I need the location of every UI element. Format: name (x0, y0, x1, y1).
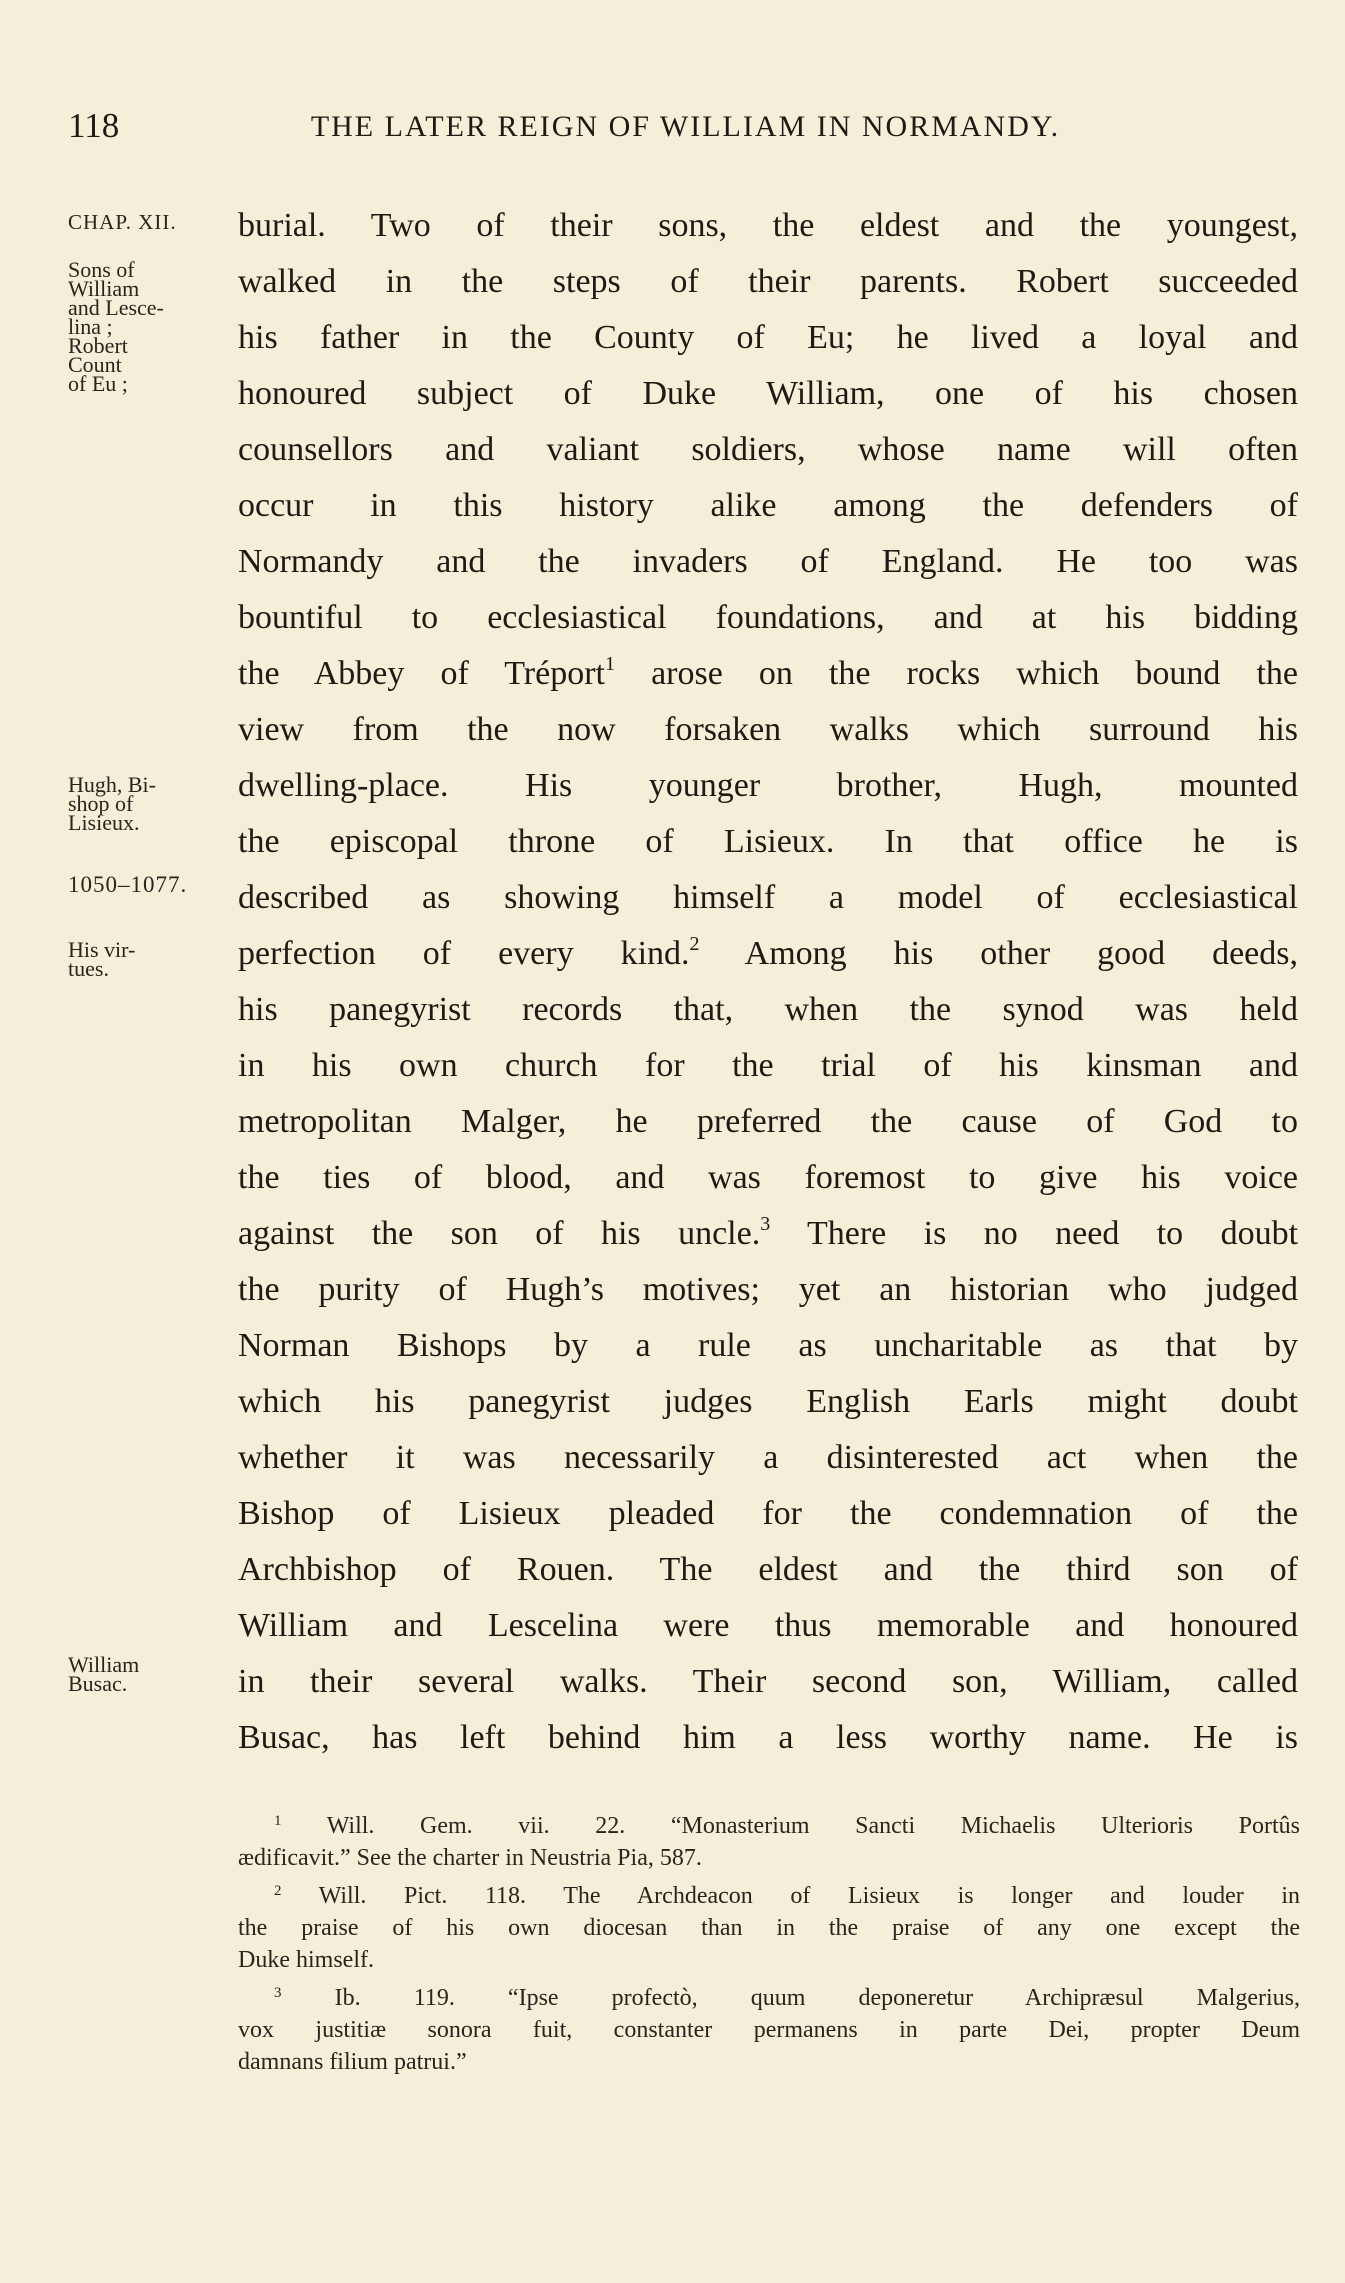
footnote-line (238, 1810, 1300, 1842)
text-fragment: arose on the rocks which bound the (651, 655, 1299, 692)
text-line (238, 1206, 1298, 1262)
text-line: honoured subject of Duke William, one of his chosen (238, 375, 1298, 412)
text-line: view from the now forsaken walks which surround his (238, 711, 1298, 748)
text-line: the ties of blood, and was foremost to give his voice (238, 1159, 1298, 1196)
text-line: his panegyrist records that, when the synod was held (238, 991, 1298, 1028)
text-line: occur in this history alike among the defenders of (238, 487, 1298, 524)
running-head (68, 106, 1233, 146)
footnote-text: Will. Pict. 118. The Archdeacon of Lisieux is longer and louder in (318, 1883, 1300, 1909)
footnote-2 (238, 1880, 1300, 1976)
footnote-ref-2: 2 (689, 933, 700, 955)
margin-note-line: and Lesce- (68, 295, 164, 320)
chapter-marker: CHAP. XII. (68, 210, 177, 234)
margin-note-line: His vir- (68, 937, 136, 962)
footnotes (238, 1810, 1300, 2084)
margin-note-line: William (68, 276, 140, 301)
text-fragment: against the son of his uncle. (238, 1215, 761, 1252)
margin-note-dates (68, 872, 228, 897)
footnote-line: vox justitiæ sonora fuit, constanter permanens in parte Dei, propter Deum (238, 2017, 1300, 2043)
footnote-line: the praise of his own diocesan than in the praise of any one except the (238, 1915, 1300, 1941)
margin-note-line: Hugh, Bi- (68, 772, 156, 797)
margin-note-sons (68, 257, 228, 396)
text-fragment: perfection of every kind. (238, 935, 690, 972)
margin-note-line: shop of (68, 791, 134, 816)
text-line: dwelling-place. His younger brother, Hugh, mounted (238, 767, 1298, 804)
text-line: burial. Two of their sons, the eldest and the youngest, (238, 207, 1298, 244)
margin-note-line: Lisieux. (68, 810, 140, 835)
running-title: THE LATER REIGN OF WILLIAM IN NORMANDY. (310, 110, 1061, 143)
body-text (238, 198, 1298, 1766)
text-fragment: Among his other good deeds, (744, 935, 1299, 972)
margin-note-line: lina ; (68, 314, 113, 339)
footnote-line: Duke himself. (238, 1947, 374, 1973)
footnote-mark: 3 (274, 1985, 282, 2001)
margin-note-virtues (68, 937, 228, 981)
text-fragment: There is no need to doubt (807, 1215, 1299, 1252)
footnote-3 (238, 1982, 1300, 2078)
footnote-text: Ib. 119. “Ipse profectò, quum deponeretur Archipræsul Malgerius, (334, 1985, 1300, 2011)
footnote-mark: 2 (274, 1883, 282, 1899)
text-line: Norman Bishops by a rule as uncharitable as that by (238, 1327, 1298, 1364)
text-line: bountiful to ecclesiastical foundations, and at his bidding (238, 599, 1298, 636)
footnote-ref-3: 3 (760, 1213, 771, 1235)
text-line: whether it was necessarily a disinterested act when the (238, 1439, 1298, 1476)
margin-note-busac (68, 1652, 228, 1696)
margin-note-line: tues. (68, 956, 109, 981)
margin-note-line: Count (68, 352, 122, 377)
text-line (238, 646, 1298, 702)
text-line: the episcopal throne of Lisieux. In that office he is (238, 823, 1298, 860)
footnote-line (238, 1982, 1300, 2014)
text-line: his father in the County of Eu; he lived a loyal and (238, 319, 1298, 356)
footnote-line: damnans filium patrui.” (238, 2049, 467, 2075)
footnote-text: Will. Gem. vii. 22. “Monasterium Sancti Michaelis Ulterioris Portûs (326, 1813, 1300, 1839)
margin-note-line: Robert (68, 333, 128, 358)
footnote-mark: 1 (274, 1813, 282, 1829)
margin-note-line: Sons of (68, 257, 135, 282)
text-line: which his panegyrist judges English Earls might doubt (238, 1383, 1298, 1420)
margin-note-line: Busac. (68, 1671, 128, 1696)
text-line: the purity of Hugh’s motives; yet an historian who judged (238, 1271, 1298, 1308)
text-line (238, 926, 1298, 982)
margin-note-hugh (68, 772, 228, 835)
text-line: metropolitan Malger, he preferred the cause of God to (238, 1103, 1298, 1140)
text-line: Normandy and the invaders of England. He too was (238, 543, 1298, 580)
footnote-1 (238, 1810, 1300, 1874)
text-line: described as showing himself a model of ecclesiastical (238, 879, 1298, 916)
page-number: 118 (68, 106, 120, 145)
footnote-line: ædificavit.” See the charter in Neustria Pia, 587. (238, 1845, 702, 1871)
text-fragment: the Abbey of Tréport (238, 655, 605, 692)
text-line: Bishop of Lisieux pleaded for the condemnation of the (238, 1495, 1298, 1532)
footnote-line (238, 1880, 1300, 1912)
text-line: William and Lescelina were thus memorable and honoured (238, 1607, 1298, 1644)
text-line: Busac, has left behind him a less worthy name. He is (238, 1719, 1298, 1756)
text-line: walked in the steps of their parents. Robert succeeded (238, 263, 1298, 300)
margin-note-line: 1050–1077. (68, 872, 188, 897)
footnote-ref-1: 1 (604, 653, 615, 675)
text-line: counsellors and valiant soldiers, whose name will often (238, 431, 1298, 468)
text-line: Archbishop of Rouen. The eldest and the third son of (238, 1551, 1298, 1588)
text-line: in his own church for the trial of his kinsman and (238, 1047, 1298, 1084)
margin-note-line: William (68, 1652, 140, 1677)
text-line: in their several walks. Their second son, William, called (238, 1663, 1298, 1700)
margin-note-line: of Eu ; (68, 371, 128, 396)
